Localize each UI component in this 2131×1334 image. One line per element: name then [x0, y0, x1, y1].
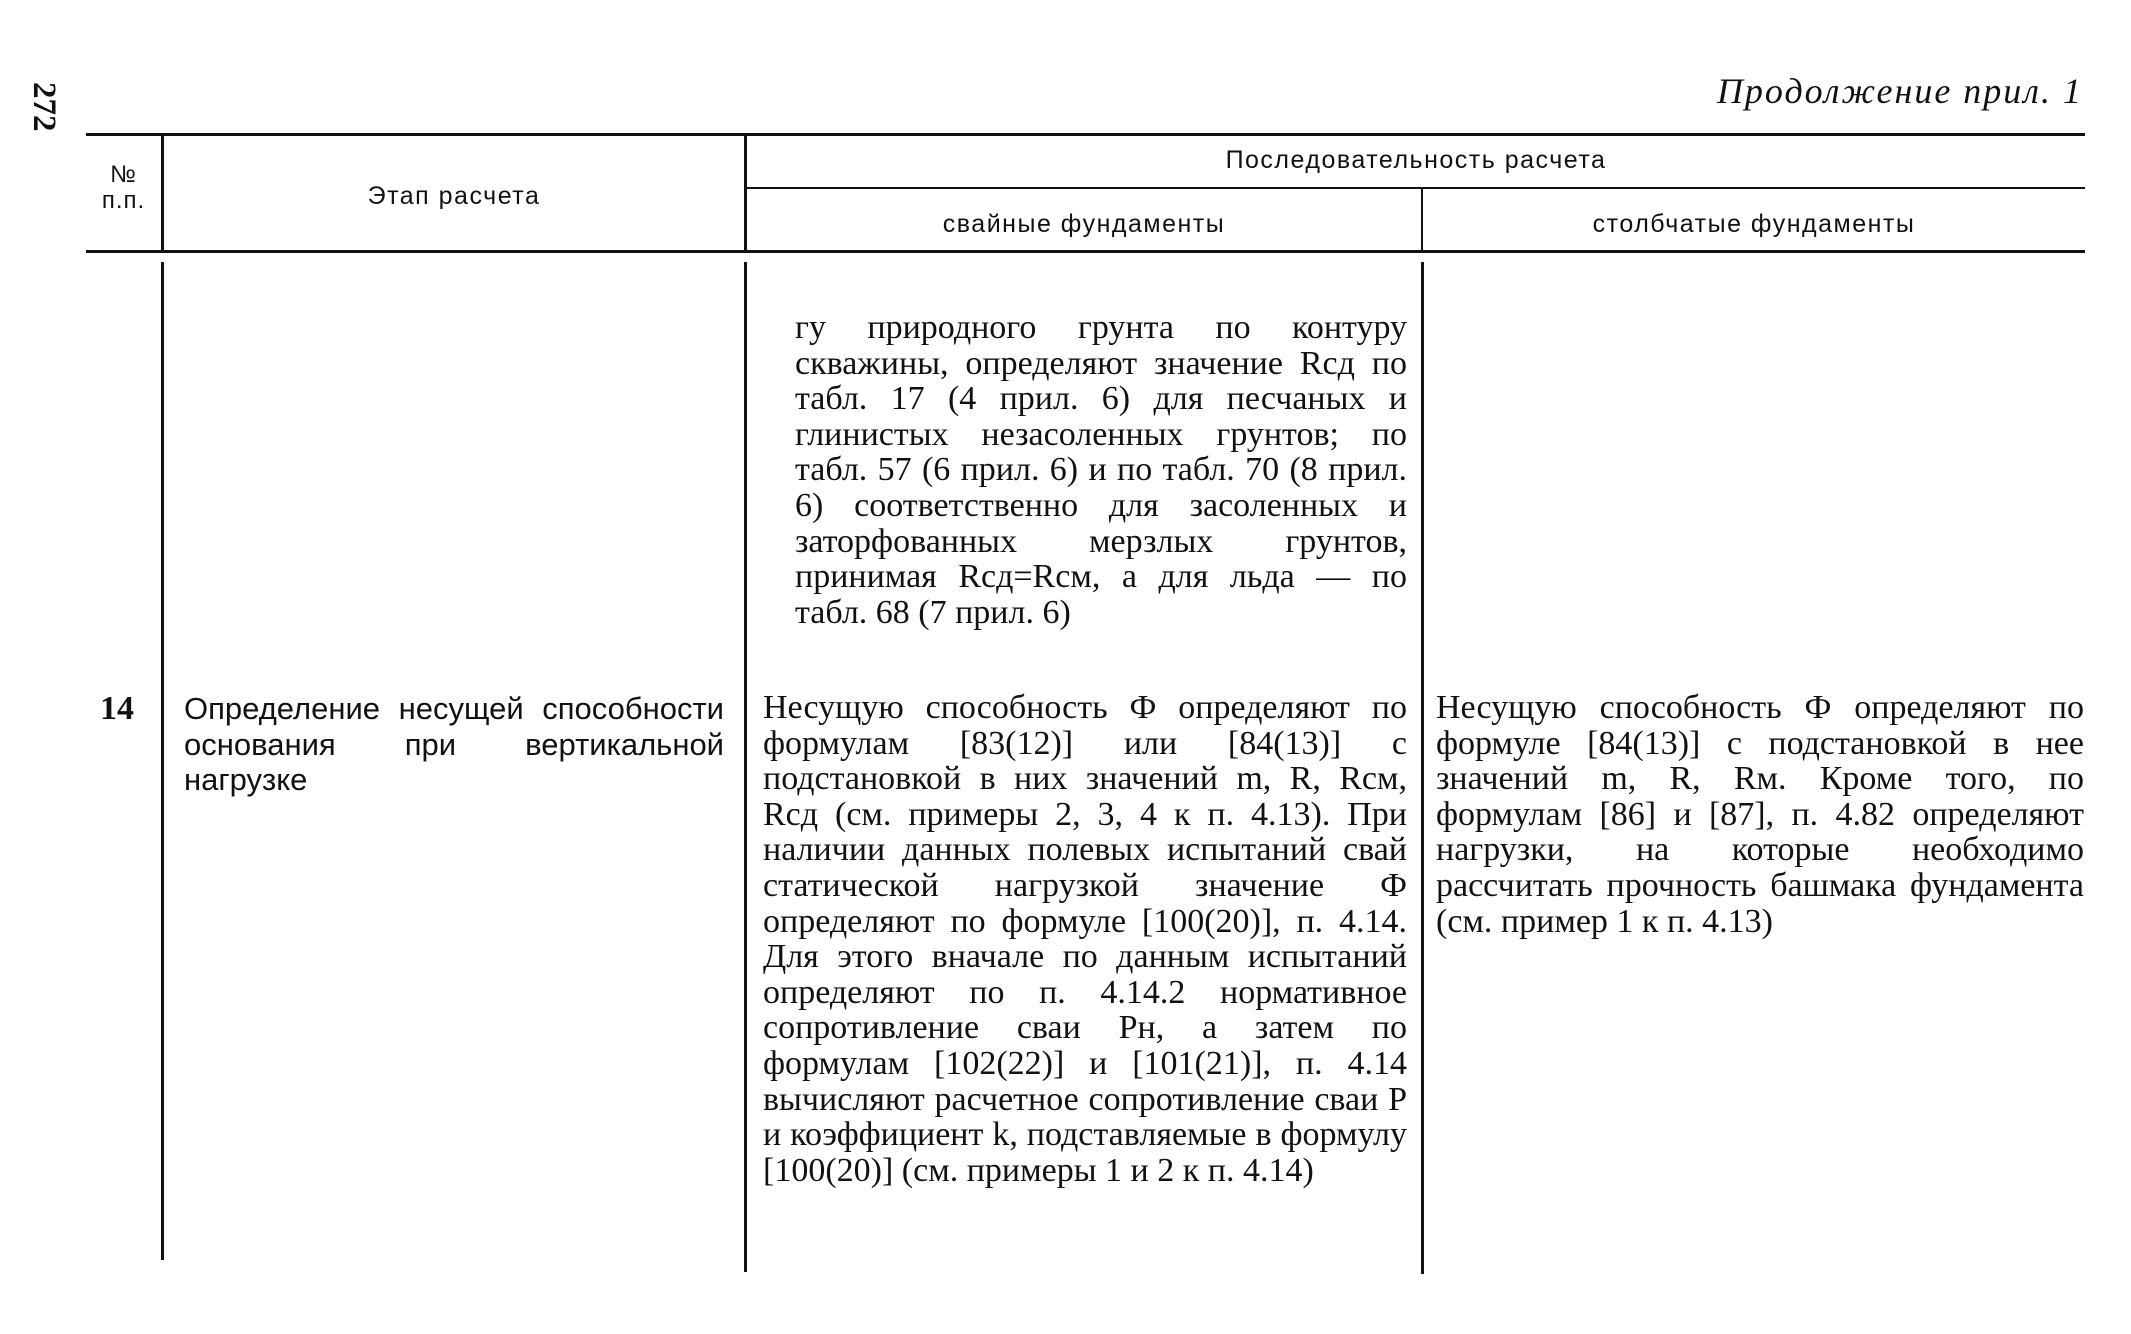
header-pile: свайные фундаменты	[942, 210, 1226, 238]
body-divider-2	[744, 262, 747, 1272]
continued-cell: гу природного грунта по контуру скважины, определяют значение Rсд по табл. 17 (4 прил. 6) для песчаных и глинистых незасоленных грунтов; по табл. 57 (6 прил. 6) и по табл. 70 (8 прил. 6) соответственно для засоленных и заторфованных мерзлых грунтов, принимая Rсд=Rсм, а для льда — по табл. 68 (7 прил. 6)	[795, 309, 1407, 631]
page-number: 272	[26, 82, 62, 132]
row-pile: Несущую способность Ф определяют по формулам [83(12)] или [84(13)] с подстановкой в них значений m, R, Rсм, Rсд (см. примеры 2, 3, 4 к п. 4.13). При наличии данных полевых испытаний свай статической нагрузкой значение Ф определяют по формуле [100(20)], п. 4.14. Для этого вначале по данным испытаний определяют по п. 4.14.2 нормативное сопротивление сваи Pн, а затем по формулам [102(22)] и [101(21)], п. 4.14 вычисляют расчетное сопротивление сваи P и коэффициент k, подставляемые в формулу [100(20)] (см. примеры 1 и 2 к п. 4.14)	[763, 689, 1407, 1189]
body-divider-3	[1421, 262, 1424, 1274]
row-column: Несущую способность Ф определяют по формуле [84(13)] с подстановкой в нее значений m, R, Rм. Кроме того, по формулам [86] и [87], п. 4.82 определяют нагрузки, на которые необходимо рассчитать прочность башмака фундамента (см. пример 1 к п. 4.13)	[1436, 689, 2084, 940]
running-head: Продолжение прил. 1	[1716, 71, 2083, 111]
header-column: столбчатые фундаменты	[1592, 210, 1916, 238]
header-sub-rule	[745, 187, 2085, 189]
header-bottom-rule	[86, 250, 2085, 253]
header-num: № п.п.	[101, 161, 146, 214]
body-divider-1	[161, 262, 164, 1260]
row-stage: Определение несущей способности основания при вертикальной нагрузке	[184, 691, 724, 798]
row-num: 14	[100, 690, 134, 727]
header-stage: Этап расчета	[367, 182, 541, 210]
table-top-rule	[86, 133, 2085, 136]
header-sequence: Последовательность расчета	[1225, 146, 1607, 174]
